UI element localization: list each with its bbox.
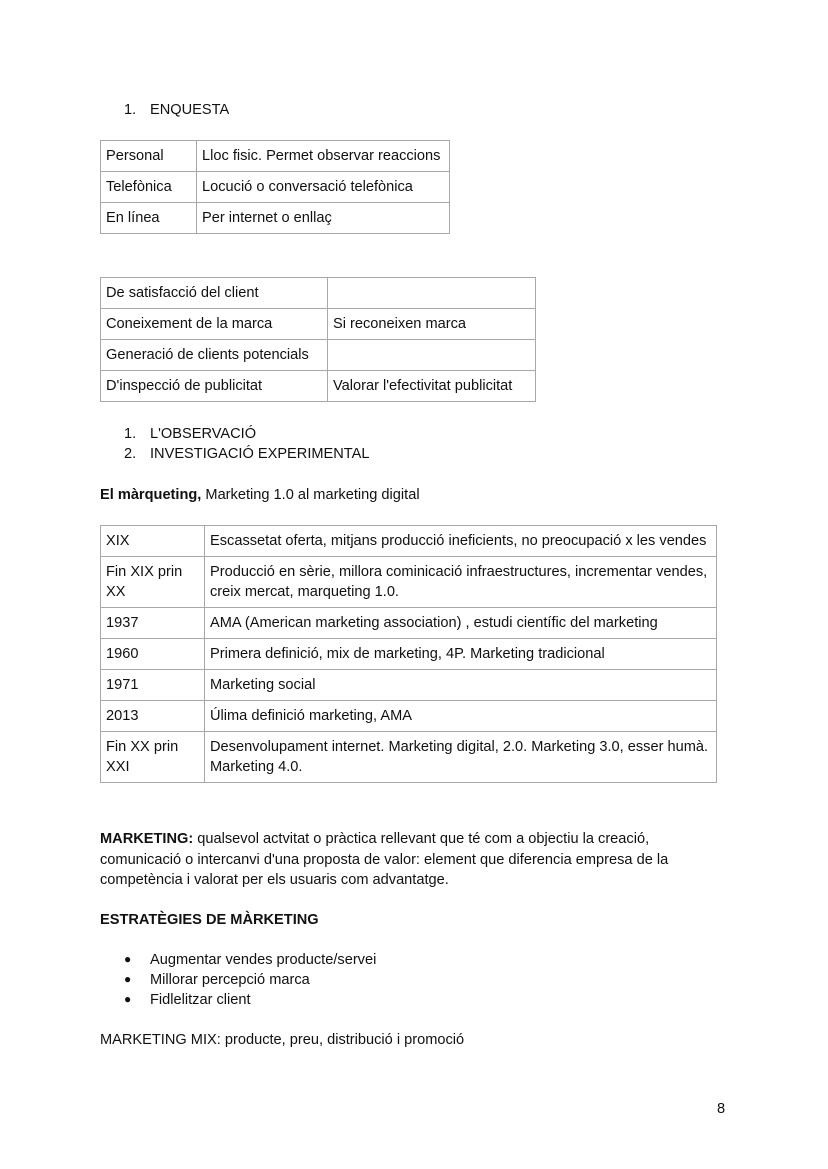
table-row (101, 371, 536, 402)
list-item-enquesta (124, 100, 229, 120)
survey-type-table (100, 140, 450, 234)
table-row (101, 278, 536, 309)
list-label: INVESTIGACIÓ EXPERIMENTAL (150, 446, 370, 462)
table-cell-description: Úlima definició marketing, AMA (205, 701, 717, 732)
table-cell: Si reconeixen marca (328, 309, 536, 340)
table-cell-description: Desenvolupament internet. Marketing digital, 2.0. Marketing 3.0, esser humà. Marketing 4.0. (205, 732, 717, 783)
bullet-icon: ● (124, 992, 132, 1006)
table-row (101, 309, 536, 340)
table-cell: En línea (101, 203, 197, 234)
table-row (101, 608, 717, 639)
list-label: ENQUESTA (150, 102, 230, 118)
table-cell: Telefònica (101, 172, 197, 203)
table-row (101, 670, 717, 701)
list-item (124, 990, 251, 1010)
table-cell-description: Escassetat oferta, mitjans producció ineficients, no preocupació x les vendes (205, 526, 717, 557)
list-number: 1. (124, 102, 137, 118)
table-cell-description: AMA (American marketing association) , estudi científic del marketing (205, 608, 717, 639)
marketing-intro-bold: El màrqueting, (100, 487, 202, 503)
bullet-icon: ● (124, 952, 132, 966)
table-cell-period: 1937 (101, 608, 205, 639)
list-label: L'OBSERVACIÓ (150, 426, 257, 442)
list-item-investigacio (124, 444, 370, 464)
marketing-mix: MARKETING MIX: producte, preu, distribució i promoció (100, 1032, 465, 1048)
list-item-observacio (124, 424, 256, 444)
list-number: 1. (124, 426, 137, 442)
marketing-intro-text: Marketing 1.0 al marketing digital (201, 487, 420, 503)
list-item (124, 970, 310, 990)
table-cell-period: 1960 (101, 639, 205, 670)
marketing-definition (100, 829, 710, 891)
table-cell: De satisfacció del client (101, 278, 328, 309)
table-row (101, 203, 450, 234)
table-row (101, 340, 536, 371)
table-cell: Coneixement de la marca (101, 309, 328, 340)
list-label: Millorar percepció marca (150, 972, 310, 988)
table-cell-description: Primera definició, mix de marketing, 4P. Marketing tradicional (205, 639, 717, 670)
table-cell-period: XIX (101, 526, 205, 557)
definition-text: qualsevol actvitat o pràctica rellevant que té com a objectiu la creació, comunicació o intercanvi d'una proposta de valor: element que diferencia empresa de la competència i valorat per els usuaris com advantatge. (100, 831, 669, 888)
table-cell: Lloc fisic. Permet observar reaccions (197, 141, 450, 172)
table-cell (328, 340, 536, 371)
page-number: 8 (717, 1101, 726, 1117)
list-item (124, 950, 376, 970)
table-row (101, 701, 717, 732)
table-cell: D'inspecció de publicitat (101, 371, 328, 402)
table-cell-description: Producció en sèrie, millora cominicació infraestructures, incrementar vendes, creix mercat, marqueting 1.0. (205, 557, 717, 608)
list-label: Augmentar vendes producte/servei (150, 952, 377, 968)
survey-purpose-table (100, 277, 536, 402)
table-row (101, 172, 450, 203)
table-row (101, 526, 717, 557)
list-label: Fidlelitzar client (150, 992, 251, 1008)
table-cell-period: 1971 (101, 670, 205, 701)
marketing-history-table (100, 525, 717, 783)
strategies-heading: ESTRATÈGIES DE MÀRKETING (100, 912, 319, 928)
table-cell-period: Fin XX prin XXI (101, 732, 205, 783)
table-row (101, 557, 717, 608)
table-cell (328, 278, 536, 309)
table-cell: Generació de clients potencials (101, 340, 328, 371)
table-row (101, 732, 717, 783)
bullet-icon: ● (124, 972, 132, 986)
table-cell: Per internet o enllaç (197, 203, 450, 234)
table-row (101, 639, 717, 670)
table-cell-period: Fin XIX prin XX (101, 557, 205, 608)
definition-term: MARKETING: (100, 831, 194, 847)
table-cell: Personal (101, 141, 197, 172)
table-cell-period: 2013 (101, 701, 205, 732)
table-cell-description: Marketing social (205, 670, 717, 701)
table-row (101, 141, 450, 172)
marketing-intro (100, 485, 420, 505)
table-cell: Valorar l'efectivitat publicitat (328, 371, 536, 402)
list-number: 2. (124, 446, 137, 462)
table-cell: Locució o conversació telefònica (197, 172, 450, 203)
